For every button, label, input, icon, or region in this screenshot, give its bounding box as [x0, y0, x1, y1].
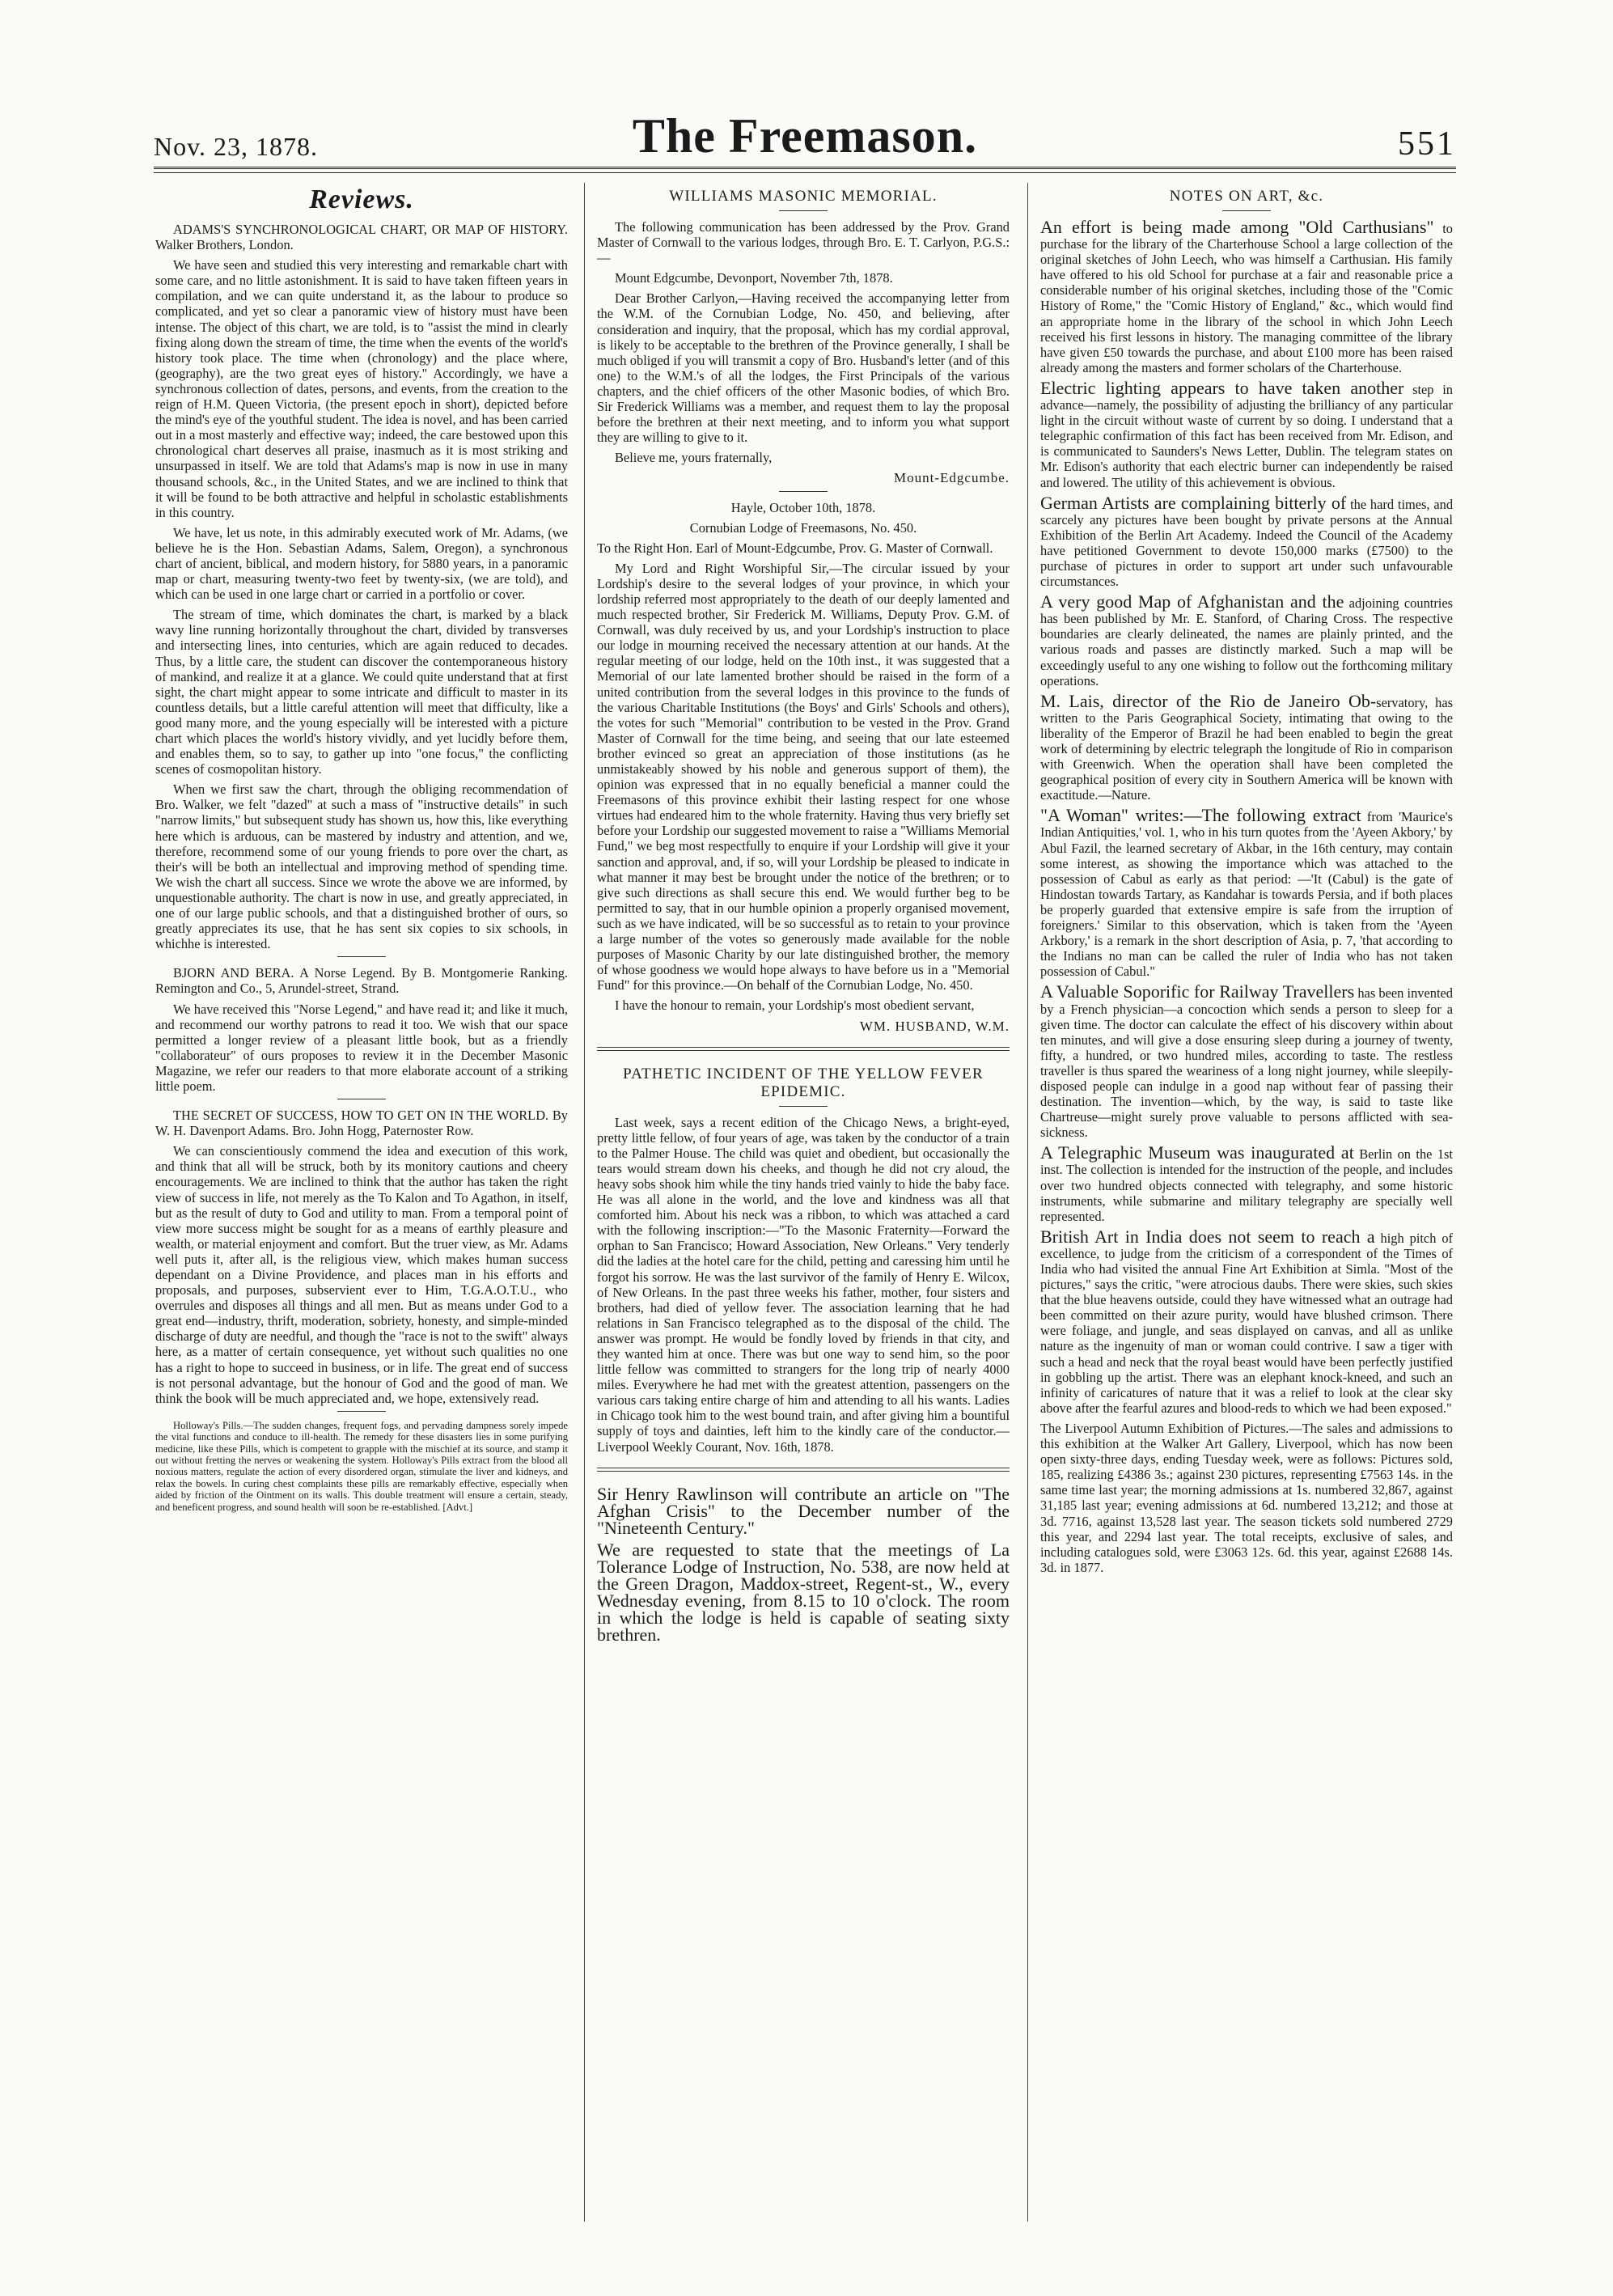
section-heading-notes-on-art: NOTES ON ART, &c. [1169, 188, 1324, 205]
art-note-text: servatory, has written to the Paris Geographical Society, intimating that owing to the liberality of the Emperor of Brazil he had been enabled to begin the great work of determining by electric telegraph the longitude of Rio in comparison with Greenwich. When the operation shall have been completed the geographical position of every city in Southern America will be known with exactitude.—Nature. [1040, 694, 1453, 803]
article-paragraph: We have, let us note, in this admirably executed work of Mr. Adams, (we believe he is the Hon. Sebastian Adams, Salem, Oregon), a synchronous chart of ancient, biblical, and modern history, for 5880 years, in a panoramic map or chart, measuring twenty-two feet by twenty-six, (we are told), and which can be used in one large chart or carried in a portfolio or cover. [155, 524, 568, 603]
divider [597, 1468, 1010, 1472]
art-note-text: from 'Maurice's Indian Antiquities,' vol. 1, who in his turn quotes from the 'Ayeen Akbory,' by Abul Fazil, the learned secretary of Akbar, in the 16th century, may contain some interest, as showing the importance which was attached to the possession of Cabul as early as that period: —'It (Cabul) is the gate of Hindostan towards Tartary, as Kandahar is towards Persia, and if both places be properly guarded that extensive empire is safe from the irruption of foreigners.' Similar to this observation, which is taken from the 'Ayeen Arkbory,' is a remark in the short description of Asia, p. 7, 'that according to the Indians no man can be called the ruler of India who has not taken possession of Cabul." [1040, 809, 1453, 980]
letter-closing: I have the honour to remain, your Lordship's most obedient servant, [615, 998, 975, 1014]
art-note-text: adjoining countries has been published by Mr. E. Stanford, of Charing Cross. The respective boundaries are clearly delineated, the names are plainly printed, and the various roads and passes are distinctly marked. Such a map will be exceedingly useful to any one wishing to follow out the forthcoming military operations. [1040, 595, 1453, 688]
newspaper-title: The Freemason. [632, 109, 978, 163]
art-note-text: the hard times, and scarcely any pictures have been bought by private persons at the Annual Exhibition of the Berlin Art Academy. Indeed the Council of the Academy have petitioned Government to devote 150,000 marks (£7500) to the purchase of pictures in order to support art under such unfavourable circumstances. [1040, 496, 1453, 590]
art-note-lead: An effort is being made among "Old Carthusians" [1040, 217, 1434, 237]
letter-signature: WM. HUSBAND, W.M. [859, 1018, 1010, 1034]
divider [1222, 210, 1271, 211]
divider [779, 1106, 828, 1107]
letter-signature: Mount-Edgcumbe. [894, 470, 1010, 486]
masthead-rule [154, 167, 1456, 173]
art-note-lead: Electric lighting appears to have taken another [1040, 377, 1404, 398]
news-note-text: Sir Henry Rawlinson will contribute an article on "The Afghan Crisis" to the December number of the "Nineteenth Century." [597, 1483, 1010, 1538]
art-note-lead: German Artists are complaining bitterly of [1040, 492, 1347, 513]
art-note [1040, 1226, 1453, 1416]
art-note [1040, 492, 1453, 590]
column-divider [1027, 183, 1028, 2222]
section-heading-reviews: Reviews. [309, 184, 414, 214]
art-note [1040, 219, 1453, 375]
article-paragraph: When we first saw the chart, through the obliging recommendation of Bro. Walker, we felt "dazed" at such a mass of "instructive details" in such "narrow limits," but subsequent study has shown us, how this, like everything here which is arduous, can be mastered by industry and attention, and we, therefore, recommend some of our young friends to pore over the chart, as their's will be both an intellectual and improving method of spending time. We wish the chart all success. Since we wrote the above we are informed, by unquestionable authority. The chart is now in use, and greatly appreciated, in one of our large public schools, and that a distinguished brother of ours, so greatly appreciates its use, that he has sent six copies to six schools, in whichhe is interested. [155, 782, 568, 952]
news-note-text: We are requested to state that the meetings of La Tolerance Lodge of Instruction, No. 538, are now held at the Green Dragon, Maddox-street, Regent-st., W., every Wednesday evening, from 8.15 to 10 o'clock. The room in which the lodge is held is capable of seating sixty brethren. [597, 1539, 1010, 1646]
letter-body: Dear Brother Carlyon,—Having received the accompanying letter from the W.M. of the Cornubian Lodge, No. 450, and believing, after consideration and inquiry, that the proposal, which has my cordial approval, is likely to be acceptable to the brethren of the Province generally, I shall be much obliged if you will transmit a copy of Bro. Husband's letter (and of this one) to the W.M.'s of all the lodges, the First Principals of the various chapters, and the chief officers of the other Masonic bodies, of which Bro. Sir Frederick Williams was a member, and request them to lay the proposal before the brethren at their next meeting, and to inform you what support they are willing to give to it. [597, 290, 1010, 446]
article-paragraph: The stream of time, which dominates the chart, is marked by a black wavy line running horizontally throughout the chart, divided by transverses and intersecting lines, into centuries, which are again reduced to decades. Thus, by a little care, the student can discover the contemporaneous history of mankind, and realize it at a glance. We could quite understand that at first sight, the chart might appear to some intricate and difficult to master in its countless details, but a little careful attention will meet that difficulty, like a good many more, and the young especially will be interested with a picture chart which places the world's history vividly, and yet lucidly before them, and enables them, so to say, to gather up into "one focus," the conflicting scenes of cosmopolitan history. [155, 607, 568, 777]
article-paragraph: The following communication has been addressed by the Prov. Grand Master of Cornwall to the various lodges, through Bro. E. T. Carlyon, P.G.S.:— [597, 219, 1010, 266]
art-note-text: has been invented by a French physician—a concoction which sends a person to sleep for a given time. The doctor can calculate the effect of his discovery within about ten minutes, and will give a dose ensuring sleep during a journey of twenty, fifty, a hundred, or two hundred miles, according to taste. The restless traveller is thus spared the weariness of a long night journey, while sleepily-disposed people can indulge in a good nap without fear of passing their destination. The invention—which, by the way, is said to taste like Chartreuse—might surely prove valuable to persons afflicted with sea-sickness. [1040, 985, 1453, 1141]
letter-closing: Believe me, yours fraternally, [615, 450, 773, 466]
letter-recipient: To the Right Hon. Earl of Mount-Edgcumbe, Prov. G. Master of Cornwall. [597, 540, 993, 556]
letter-place-date: Mount Edgcumbe, Devonport, November 7th, 1878. [615, 270, 893, 286]
letter-body: My Lord and Right Worshipful Sir,—The circular issued by your Lordship's desire to the several lodges of your province, in which your lordship referred most appropriately to the death of our deeply lamented and much respected brother, Sir Frederick M. Williams, Deputy Prov. G.M. of Cornwall, was duly received by us, and your Lordship's instruction to place our lodge in mourning received the necessary attention at our hands. At the regular meeting of our lodge, held on the 10th inst., it was suggested that a Memorial of our late lamented brother should be raised in the form of a united contribution from the several lodges in this province to the funds of the various Charitable Institutions (the Boys' and Girls' Schools and others), the votes for such "Memorial" contribution to be vested in the Prov. Grand Master of Cornwall for the time being, and seeing that our late esteemed brother evinced so great an appreciation of those institutions (as he unmistakeably showed by his noble and generous support of them), the opinion was expressed that in no equally beneficial a manner could the Freemasons of this province exhibit their lasting respect for one whose virtues had endeared him to the whole fraternity. Having thus very briefly set before your Lordship our suggested movement to raise a "Williams Memorial Fund," we beg most respectfully to enquire if your Lordship will give it your sanction and approval, and, if so, will your Lordship be pleased to indicate in what manner it may best be brought under the notice of the brethren; or to give such directions as shall secure this end. We would further beg to be permitted to say, that in our humble opinion a properly organised movement, such as we have indicated, will be so successful as to retain to your province a large number of the votes so generously made available for the noble purposes of Masonic Charity by our late distinguished brother, the memory of whose goodness we would hope always to have before us in a "Memorial Fund" for this province.—On behalf of the Cornubian Lodge, No. 450. [597, 560, 1010, 993]
art-note [1040, 591, 1453, 688]
art-note [1040, 1142, 1453, 1224]
article-heading: WILLIAMS MASONIC MEMORIAL. [669, 188, 938, 205]
art-note [1040, 690, 1453, 803]
article-paragraph: We have seen and studied this very interesting and remarkable chart with some care, and no little astonishment. It is said to have taken fifteen years in compilation, and we can quite understand it, as the labour to produce so complicated, and yet so clear a panoramic view of history must have been intense. The object of this chart, we are told, is to "assist the mind in clearly fixing along down the stream of time, the time when the events of the world's history took place. The time when (chronology) and the place where, (geography), are the two great eyes of history." Accordingly, we have a synchronous collection of dates, persons, and events, from the creation to the reign of H.M. Queen Victoria, (the present epoch in short), depicted before the mind's eye of the youthful student. The idea is novel, and has been carried out in a most masterly and effective way; indeed, the care bestowed upon this chronological chart deserves all praise, inasmuch as it is most striking and unsurpassed in itself. We are told that Adams's map is now in use in many thousand schools, &c., in the United States, and we are inclined to think that it will be found to be both attractive and helpful in scholastic establishments in this country. [155, 257, 568, 520]
art-note-lead: M. Lais, director of the Rio de Janeiro Ob- [1040, 690, 1377, 711]
page-number: 551 [1398, 125, 1456, 163]
art-note [1040, 1421, 1453, 1575]
letter-sender: Cornubian Lodge of Freemasons, No. 450. [689, 519, 917, 536]
divider [779, 210, 828, 211]
divider [779, 491, 828, 492]
art-note [1040, 981, 1453, 1141]
divider [337, 1411, 386, 1412]
news-note [597, 1483, 1010, 1538]
divider [597, 1047, 1010, 1051]
review-title: ADAMS'S SYNCHRONOLOGICAL CHART, OR MAP OF HISTORY. Walker Brothers, London. [155, 222, 568, 253]
art-note [1040, 377, 1453, 490]
issue-date: Nov. 23, 1878. [154, 132, 319, 161]
art-note-text: to purchase for the library of the Charterhouse School a large collection of the original sketches of John Leech, who was himself a Carthusian. His family have offered to his old School for purchase at a fair and reasonable price a considerable number of his original sketches, including those of the "Comic History of Rome," the "Comic History of England," &c., which would find an appropriate home in the library of the school in which John Leech received his first lessons in history. The managing committee of the library have given £50 towards the purchase, and about £100 more has been raised already among the masters and former scholars of the Charterhouse. [1040, 221, 1453, 375]
column-notes-on-art [1040, 183, 1453, 2254]
art-note-lead: A very good Map of Afghanistan and the [1040, 591, 1344, 612]
news-note [597, 1539, 1010, 1646]
art-note-lead: The Liverpool Autumn Exhibition of [1040, 1420, 1239, 1436]
letter-place-date: Hayle, October 10th, 1878. [730, 499, 876, 515]
review-title: BJORN AND BERA. A Norse Legend. By B. Montgomerie Ranking. Remington and Co., 5, Arundel-street, Strand. [155, 965, 568, 997]
column-divider [584, 183, 585, 2222]
art-note-lead: "A Woman" writes:—The following extract [1040, 805, 1361, 826]
advertisement: Holloway's Pills.—The sudden changes, frequent fogs, and pervading dampness sorely impede the vital functions and conduce to ill-health. The remedy for these disasters lies in some purifying medicine, like these Pills, which is competent to grapple with the mischief at its source, and stamp it out without fretting the nerves or weakening the system. Holloway's Pills extract from the blood all noxious matters, regulate the action of every disordered organ, stimulate the liver and kidneys, and relax the bowels. In curing chest complaints these pills are remarkably effective, especially when aided by friction of the Ointment on its walls. This double treatment will ensure a certain, steady, and beneficent progress, and sound health will soon be re-established. [Advt.] [155, 1419, 568, 1513]
article-heading: PATHETIC INCIDENT OF THE YELLOW FEVER EPIDEMIC. [623, 1065, 984, 1100]
art-note-text: high pitch of excellence, to judge from the criticism of a correspondent of the Times of India who had visited the annual Fine Art Exhibition at Simla. "Most of the pictures," says the critic, "were atrocious daubs. There were skies, such skies that the blue heavens outside, could they have witnessed what an outrage had been committed on their azure purity, would have blushed crimson. There were foliage, and jungle, and seas displayed on canvas, and all as unlike nature as the ingenuity of man or woman could contrive. I saw a tiger with such a head and neck that the royal beast would have been perfectly justified in gobbling up the artist. There was an elephant knock-kneed, and such an infinity of caricatures of nature that it was a relief to look at the clear sky above after the fearful azures and blood-reds to which we had been exposed." [1040, 1230, 1453, 1416]
art-note-text: Berlin on the 1st inst. The collection is intended for the instruction of the people, and includes over two hundred objects connected with telegraphy, and some historic instruments, while submarine and military telegraphy are specially well represented. [1040, 1146, 1453, 1224]
art-note-lead: A Valuable Soporific for Railway Travellers [1040, 981, 1355, 1002]
masthead [154, 109, 1456, 165]
column-masonic-memorial [597, 183, 1010, 2254]
art-note-text: Pictures.—The sales and admissions to this exhibition at the Walker Art Gallery, Liverpool, which has now been open sixty-three days, ending Tuesday week, were as follows: Pictures sold, 185, realizing £4386 3s.; against 230 pictures, representing £7563 14s. in the same time last year; the morning admissions at 1s. numbered 32,867, against 31,185 last year; evening admissions at 6d. numbered 13,212; and those at 3d. 7716, against 13,528 last year. The season tickets sold numbered 2729 this year, and 2294 last year. The total receipts, exclusive of sales, and including catalogues sold, were £3063 12s. 6d. this year, against £2688 14s. 3d. in 1877. [1040, 1420, 1453, 1575]
article-paragraph: We have received this "Norse Legend," and have read it; and like it much, and recommend our worthy patrons to read it too. We wish that our space permitted a longer review of a pleasant little book, but as a friendly "collaborateur" of ours proposes to review it in the December Masonic Magazine, we refer our readers to that more elaborate account of a striking little poem. [155, 1001, 568, 1094]
article-paragraph: Last week, says a recent edition of the Chicago News, a bright-eyed, pretty little fellow, of four years of age, was taken by the conductor of a train to the Palmer House. The child was quiet and obedient, but occasionally the tears would stream down his cheeks, and though he did not cry aloud, the heavy sobs shook him while the tiny hands tried vainly to hide the baby face. He was all alone in the world, and the love and kindness was all that comforted him. About his neck was a ribbon, to which was attached a card with the following inscription:—"To the Masonic Fraternity—Forward the orphan to San Francisco; Howard Association, New Orleans." Very tenderly did the ladies at the hotel care for the child, petting and caressing him until he forgot his sorrow. He was the last survivor of the family of Henry E. Wilcox, of New Orleans. In the past three weeks his father, mother, four sisters and brothers, had died of yellow fever. The association learning that he had relations in San Francisco telegraphed as to the disposal of the child. The answer was prompt. He would be fondly loved by friends in that city, and they wanted him at once. There was but one way to send him, so the poor little fellow was committed to strangers for the long trip of nearly 4000 miles. Everywhere he had met with the greatest attention, passengers on the various cars taking entire charge of him and attending to all his wants. Ladies in Chicago took him to the west bound train, and after giving him a bountiful supply of toys and dainties, left him to the kindly care of the conductor.—Liverpool Weekly Courant, Nov. 16th, 1878. [597, 1114, 1010, 1455]
art-note-lead: A Telegraphic Museum was inaugurated at [1040, 1142, 1354, 1163]
article-paragraph: We can conscientiously commend the idea and execution of this work, and think that all will be struck, both by its monitory cautions and cheery encouragements. We are inclined to think that the author has taken the right view of success in life, not merely as the To Kalon and To Agathon, in itself, but as the result of duty to God and utility to man. From a temporal point of view more success might be sought for as a means of earthly pleasure and wealth, or material enjoyment and comfort. But the truer view, as Mr. Adams well puts it, after all, is the religious view, which makes human success dependant on a Divine Providence, and places man in his efforts and proposals, and purposes, subservient ever to Him, T.G.A.O.T.U., who overrules and disposes all things and all men. But as means under God to a great end—industry, thrift, moderation, sobriety, honesty, and simple-minded discharge of duty are needful, and though the "race is not to the swift" always here, as a matter of certain consequence, yet without such qualities no one has a right to hope to succeed in business, or in life. The great end of success is not personal advantage, but the honour of God and the good of man. We think the book will be much appreciated and, we hope, extensively read. [155, 1143, 568, 1406]
divider [337, 956, 386, 957]
column-reviews [155, 183, 568, 2254]
art-note [1040, 807, 1453, 979]
art-note-text: step in advance—namely, the possibility of adjusting the brilliancy of any particular light in the circuit without waste of current by so doing. I understand that a telegraphic confirmation of this fact has been received from Mr. Edison, and is communicated to Saunders's News Letter, Dublin. The telegram states on Mr. Edison's authority that each electric burner can independently be raised and lowered. The utility of this achievement is obvious. [1040, 381, 1453, 490]
art-note-lead: British Art in India does not seem to reach a [1040, 1226, 1375, 1247]
review-title: THE SECRET OF SUCCESS, HOW TO GET ON IN THE WORLD. By W. H. Davenport Adams. Bro. John Hogg, Paternoster Row. [155, 1108, 568, 1139]
